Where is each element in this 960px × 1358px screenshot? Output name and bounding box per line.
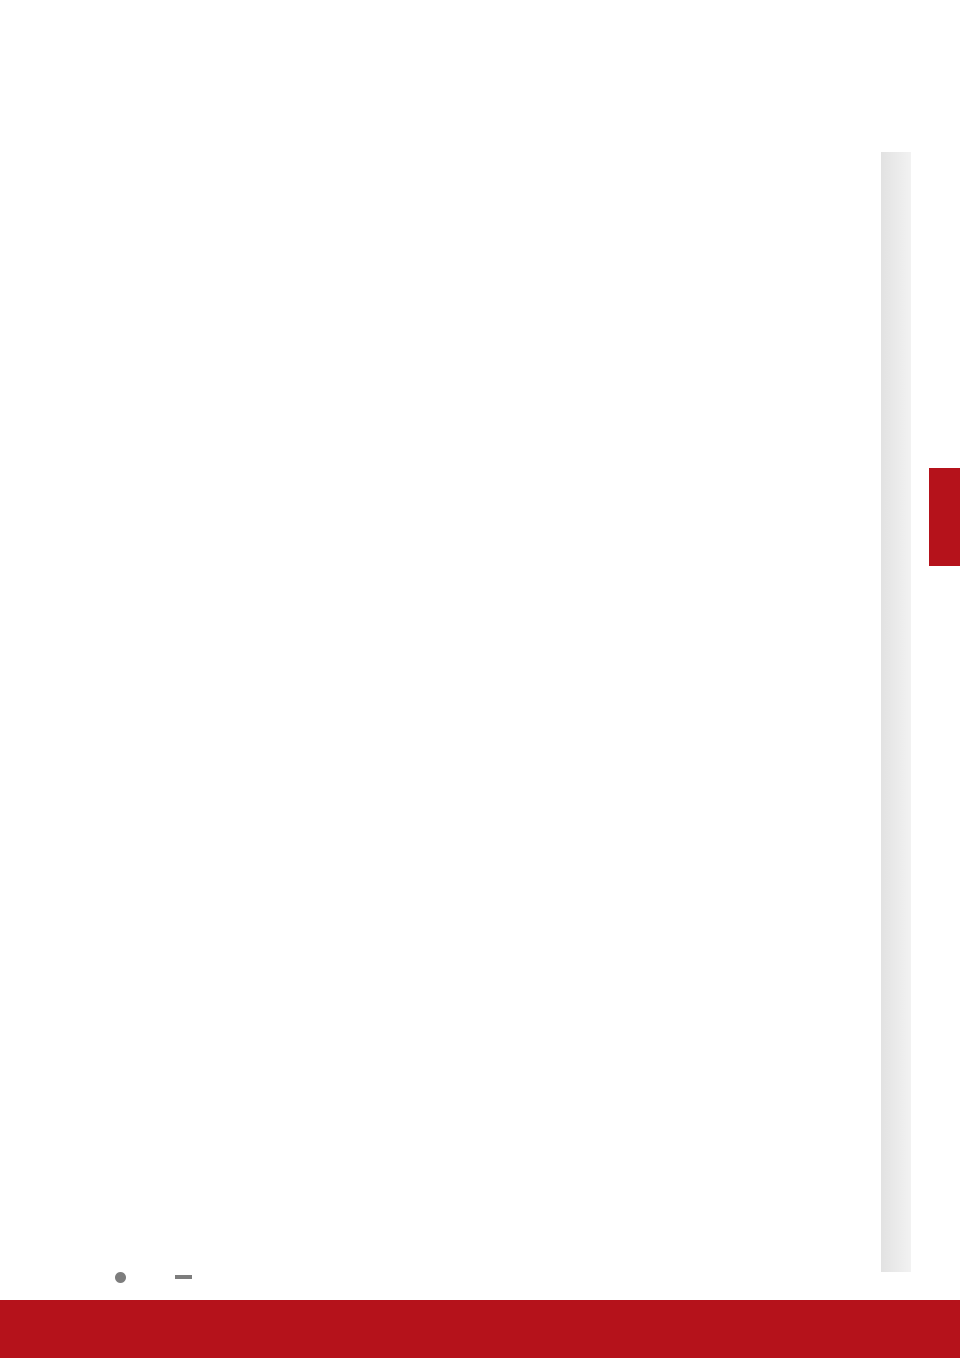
page-footer (0, 1300, 960, 1358)
legend (115, 1271, 198, 1283)
recommended-dot-icon (115, 1272, 126, 1283)
table-3d-side (881, 152, 911, 1272)
not-recommended-dash-icon (175, 1275, 192, 1279)
column-headers (0, 0, 960, 200)
section-tab (929, 468, 960, 566)
